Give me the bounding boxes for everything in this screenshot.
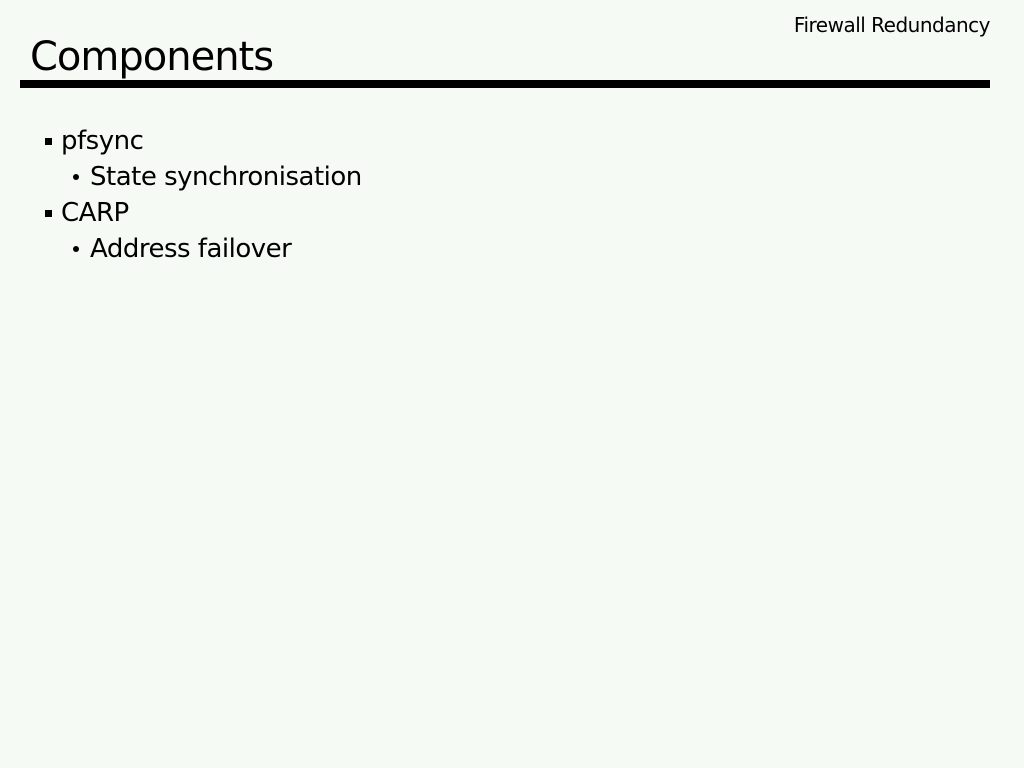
list-item (45, 194, 129, 232)
list-item-label: pfsync (61, 126, 144, 156)
list-item (45, 122, 143, 160)
list-item-label: State synchronisation (90, 162, 362, 192)
square-bullet-icon (45, 138, 52, 145)
title-underline (20, 80, 990, 88)
slide-corner-label: Firewall Redundancy (793, 13, 990, 37)
list-item (73, 230, 291, 268)
square-bullet-icon (45, 210, 52, 217)
dot-bullet-icon (73, 246, 79, 252)
list-item-label: Address failover (90, 234, 292, 264)
list-item (73, 158, 362, 196)
dot-bullet-icon (73, 174, 79, 180)
list-item-label: CARP (61, 198, 129, 228)
page-title: Components (30, 34, 274, 80)
